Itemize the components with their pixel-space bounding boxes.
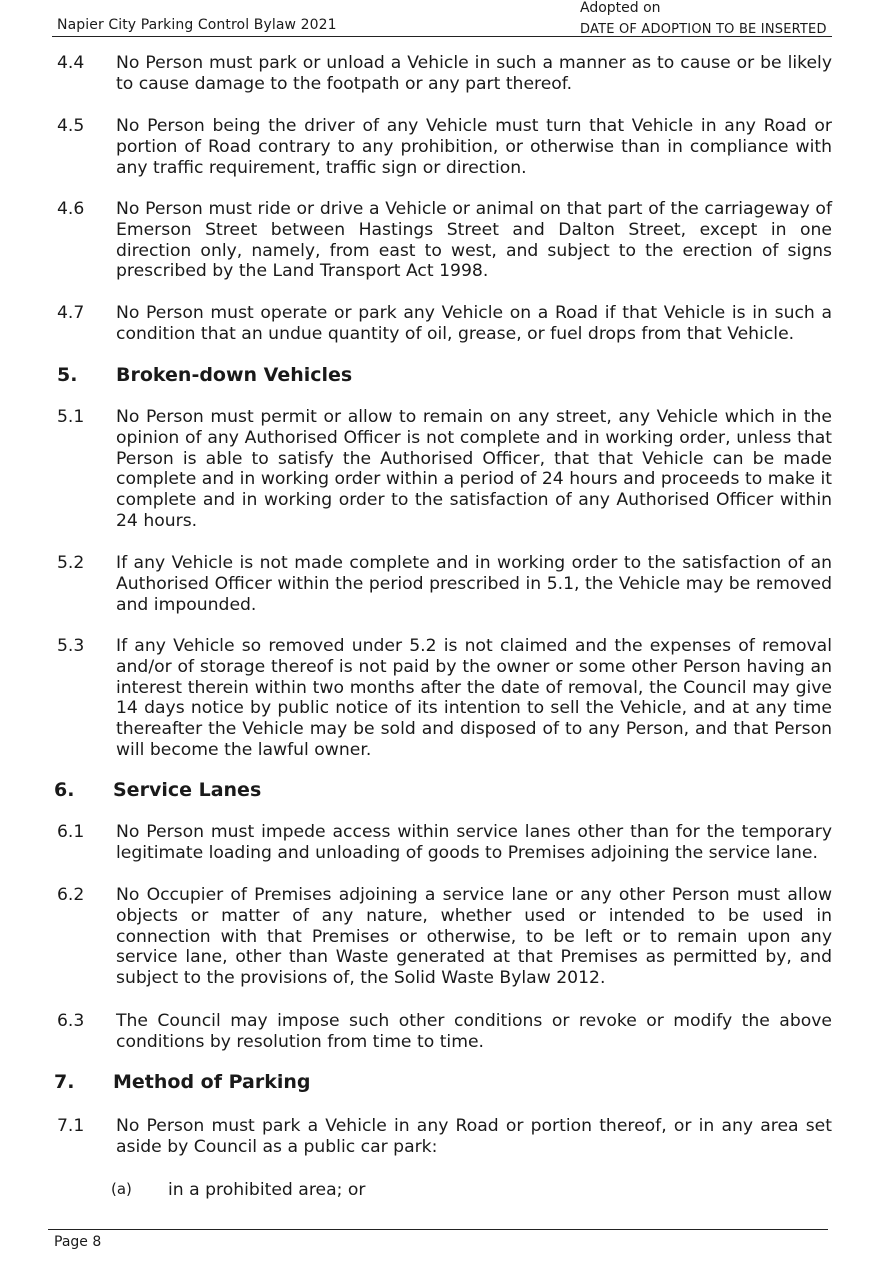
section-number: 6. bbox=[54, 779, 75, 801]
clause-text: No Person must ride or drive a Vehicle or animal on that part of the carriageway of Emerson Street between Hastings Street and Dalton Street, except in one direction only, namely, from east to west, and subject to the erection of signs prescribed by the Land Transport Act 1998. bbox=[116, 199, 832, 282]
section-number: 7. bbox=[54, 1071, 75, 1093]
clause-text: If any Vehicle so removed under 5.2 is not claimed and the expenses of removal and/or of storage thereof is not paid by the owner or some other Person having an interest therein within two months after the date of removal, the Council may give 14 days notice by public notice of its intention to sell the Vehicle, and at any time thereafter the Vehicle may be sold and disposed of to any Person, and that Person will become the lawful owner. bbox=[116, 636, 832, 760]
clause-number: 6.3 bbox=[57, 1011, 85, 1031]
clause-number: 4.6 bbox=[57, 199, 85, 219]
header-divider bbox=[52, 36, 832, 37]
clause-number: 4.5 bbox=[57, 116, 85, 136]
clause-number: 5.3 bbox=[57, 636, 85, 656]
section-title: Method of Parking bbox=[113, 1071, 311, 1093]
adoption-date: DATE OF ADOPTION TO BE INSERTED bbox=[580, 22, 827, 37]
subclause-number: (a) bbox=[111, 1180, 132, 1198]
clause-text: No Person being the driver of any Vehicle must turn that Vehicle in any Road or portion of Road contrary to any prohibition, or otherwise than in compliance with any traffic requirement, traffic sign or direction. bbox=[116, 116, 832, 178]
clause-number: 6.1 bbox=[57, 822, 85, 842]
clause-text: No Person must impede access within service lanes other than for the temporary legitimate loading and unloading of goods to Premises adjoining the service lane. bbox=[116, 822, 832, 863]
clause-number: 7.1 bbox=[57, 1116, 85, 1136]
clause-text: No Person must park a Vehicle in any Road or portion thereof, or in any area set aside by Council as a public car park: bbox=[116, 1116, 832, 1157]
footer-divider bbox=[48, 1229, 828, 1230]
section-number: 5. bbox=[57, 364, 78, 386]
clause-text: The Council may impose such other conditions or revoke or modify the above conditions by resolution from time to time. bbox=[116, 1011, 832, 1052]
section-title: Service Lanes bbox=[113, 779, 262, 801]
page-number: Page 8 bbox=[54, 1234, 102, 1250]
section-title: Broken-down Vehicles bbox=[116, 364, 353, 386]
document-title-header: Napier City Parking Control Bylaw 2021 bbox=[57, 17, 337, 33]
adopted-on-label: Adopted on bbox=[580, 0, 661, 16]
clause-number: 4.4 bbox=[57, 53, 85, 73]
clause-number: 6.2 bbox=[57, 885, 85, 905]
clause-number: 4.7 bbox=[57, 303, 85, 323]
clause-text: No Person must permit or allow to remain on any street, any Vehicle which in the opinion of any Authorised Officer is not complete and in working order, unless that Person is able to satisfy the Authorised Officer, that that Vehicle can be made complete and in working order within a period of 24 hours and proceeds to make it complete and in working order to the satisfaction of any Authorised Officer within 24 hours. bbox=[116, 407, 832, 531]
clause-text: No Person must park or unload a Vehicle in such a manner as to cause or be likely to cause damage to the footpath or any part thereof. bbox=[116, 53, 832, 94]
subclause-text: in a prohibited area; or bbox=[168, 1180, 366, 1200]
clause-text: No Occupier of Premises adjoining a service lane or any other Person must allow objects or matter of any nature, whether used or intended to be used in connection with that Premises or otherwise, to be left or to remain upon any service lane, other than Waste generated at that Premises as permitted by, and subject to the provisions of, the Solid Waste Bylaw 2012. bbox=[116, 885, 832, 989]
clause-text: If any Vehicle is not made complete and in working order to the satisfaction of an Authorised Officer within the period prescribed in 5.1, the Vehicle may be removed and impounded. bbox=[116, 553, 832, 615]
clause-number: 5.2 bbox=[57, 553, 85, 573]
clause-text: No Person must operate or park any Vehicle on a Road if that Vehicle is in such a condition that an undue quantity of oil, grease, or fuel drops from that Vehicle. bbox=[116, 303, 832, 344]
clause-number: 5.1 bbox=[57, 407, 85, 427]
